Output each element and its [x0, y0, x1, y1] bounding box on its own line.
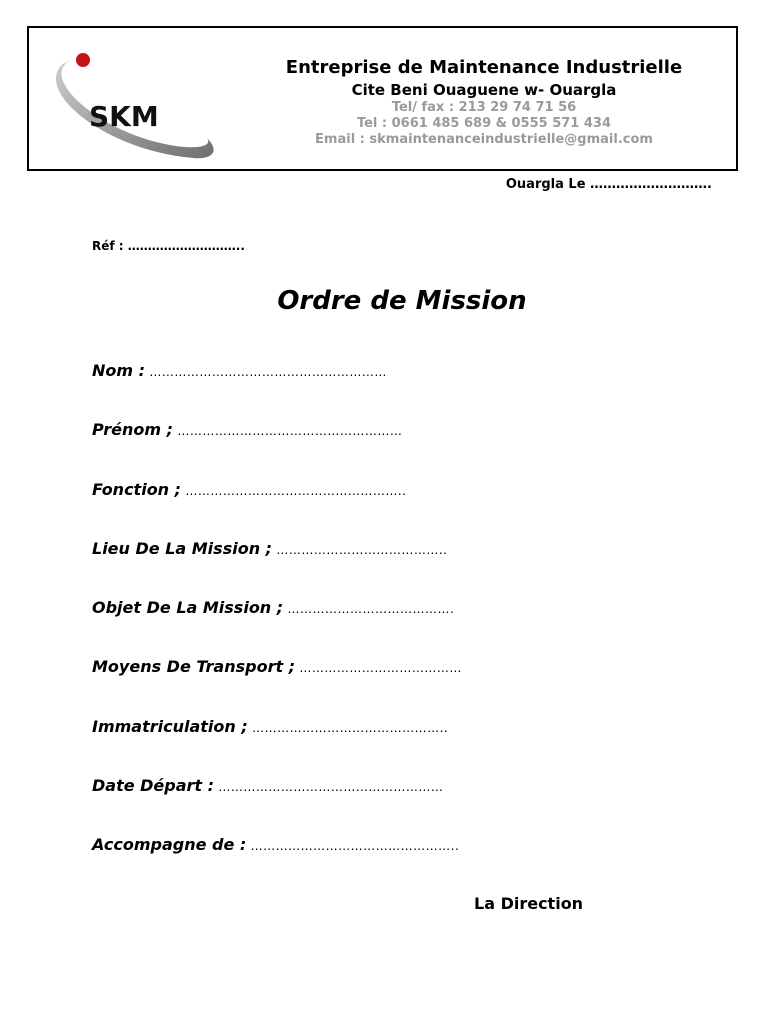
field-date-depart: Date Départ : ……………………………………………… [92, 776, 444, 796]
field-objet-mission: Objet De La Mission ; …………………………………. [92, 598, 455, 618]
company-name: Entreprise de Maintenance Industrielle [285, 57, 683, 78]
field-prenom: Prénom ; ……………………………………………… [92, 420, 403, 440]
company-info [239, 56, 729, 148]
field-lieu-mission: Lieu De La Mission ; ………………………………….. [92, 538, 448, 558]
field-immatriculation: Immatriculation ; ……………………………………….. [92, 716, 449, 736]
letterhead [27, 26, 738, 171]
company-tel: Tel : 0661 485 689 & 0555 571 434 [356, 116, 612, 131]
logo-text: SKM [89, 100, 159, 133]
field-moyens-transport: Moyens De Transport ; ………………………………… [92, 657, 462, 677]
field-accompagne: Accompagne de : ………………………………………….. [92, 835, 460, 855]
skm-logo-icon [43, 50, 233, 162]
place-date: Ouargla Le ………………………. [505, 177, 712, 192]
company-logo [43, 50, 233, 162]
company-telfax: Tel/ fax : 213 29 74 71 56 [391, 100, 577, 115]
reference: Réf : ……………………….. [92, 239, 245, 253]
company-email: Email : skmaintenanceindustrielle@gmail.com [315, 132, 653, 147]
field-fonction: Fonction ; …………………………………………….. [92, 479, 407, 499]
company-address: Cite Beni Ouaguene w- Ouargla [351, 81, 617, 99]
signature-label: La Direction [474, 894, 584, 913]
mission-fields [92, 360, 462, 894]
document-title: Ordre de Mission [277, 286, 527, 316]
field-nom: Nom : ………………………………………………… [92, 361, 387, 380]
